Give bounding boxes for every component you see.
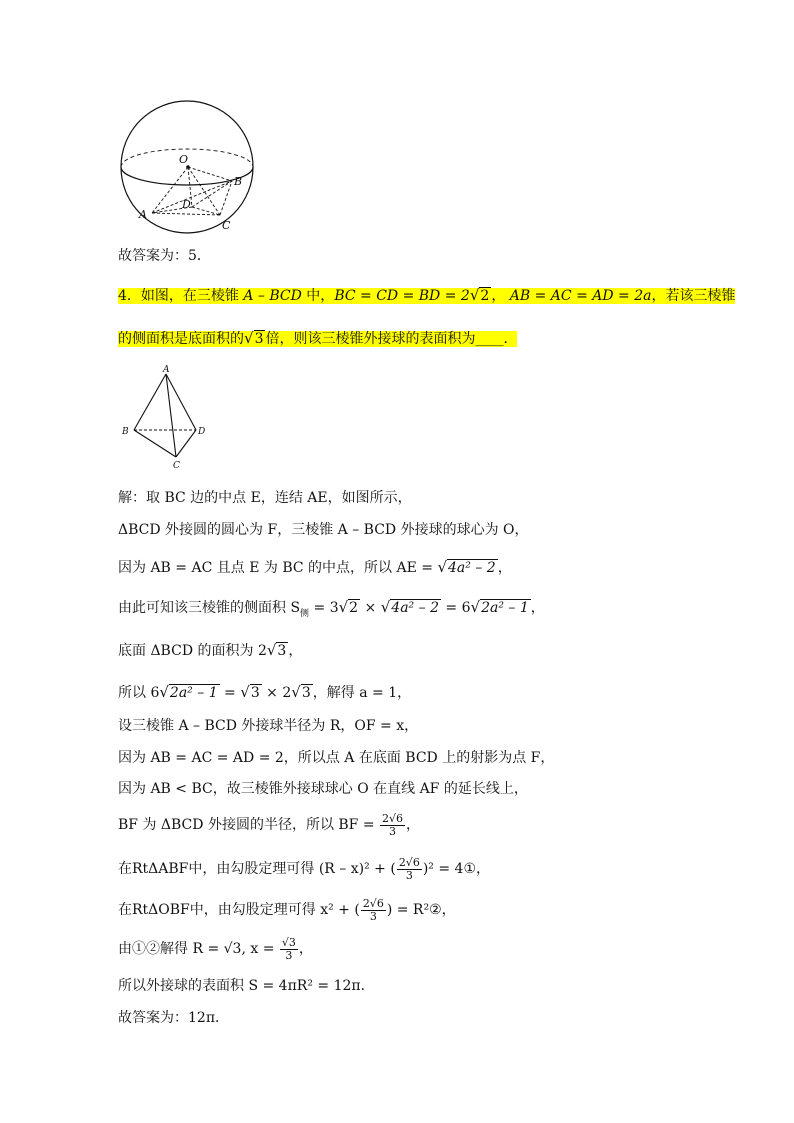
- sphere-figure: [112, 95, 262, 240]
- solution-line-12: 在RtΔOBF中，由勾股定理可得 x² + ( $\frac{2√6}{3}$ ) = R²②，: [118, 896, 456, 923]
- label-O: O: [179, 153, 189, 166]
- label-D: D: [182, 198, 191, 211]
- solution-line-9: 因为 AB < BC，故三棱锥外接球球心 O 在直线 AF 的延长线上，: [118, 781, 528, 797]
- solution-line-6: 所以 6√2a² – 1 = √3 × 2√3 ，解得 a = 1，: [118, 683, 412, 701]
- label-A2: A: [163, 365, 170, 375]
- problem-line-2: 的侧面积是底面积的√3 倍，则该三棱锥外接球的表面积为____．: [118, 329, 518, 347]
- solution-line-2: ΔBCD 外接圆的圆心为 F，三棱锥 A – BCD 外接球的球心为 O，: [118, 522, 529, 538]
- label-C2: C: [173, 461, 180, 471]
- label-A: A: [139, 208, 147, 221]
- tetrahedron-figure: [118, 362, 213, 474]
- label-B: B: [234, 175, 243, 188]
- solution-line-13: 由①②解得 R = √3, x = $\frac{√3}{3}$ ，: [118, 935, 313, 962]
- final-answer: 故答案为：12π．: [118, 1010, 230, 1026]
- solution-line-10: BF 为 ΔBCD 外接圆的半径，所以 BF = $\frac{2√6}{3}$ ，: [118, 811, 421, 838]
- solution-line-7: 设三棱锥 A – BCD 外接球半径为 R，OF = x，: [118, 718, 419, 734]
- problem-line-1: 4．如图，在三棱锥 A – BCD 中，BC = CD = BD = 2√2 ， AB = AC = AD = 2a，若该三棱锥: [118, 286, 736, 304]
- previous-answer: 故答案为：5．: [118, 248, 211, 264]
- solution-line-4: 由此可知该三棱锥的侧面积 $S_侧 = 3√2 \times √4a^2 - 2 = 6√2a^2 - 1$ ，: [118, 598, 545, 619]
- label-C: C: [222, 219, 231, 232]
- solution-line-1: 解：取 BC 边的中点 E，连结 AE，如图所示，: [118, 490, 412, 506]
- solution-line-8: 因为 AB = AC = AD = 2，所以点 A 在底面 BCD 上的射影为点 F，: [118, 750, 555, 766]
- label-D2: D: [198, 427, 206, 437]
- label-B2: B: [122, 427, 129, 437]
- solution-line-3: 因为 AB = AC 且点 E 为 BC 的中点，所以 AE = √4a² – 2 ，: [118, 558, 512, 576]
- solution-line-5: 底面 ΔBCD 的面积为 2√3 ，: [118, 641, 303, 659]
- solution-line-14: 所以外接球的表面积 S = 4πR² = 12π．: [118, 978, 375, 994]
- solution-line-11: 在RtΔABF中，由勾股定理可得 (R – x)² + ( $\frac{2√6}{3}$ )² = 4①，: [118, 855, 490, 882]
